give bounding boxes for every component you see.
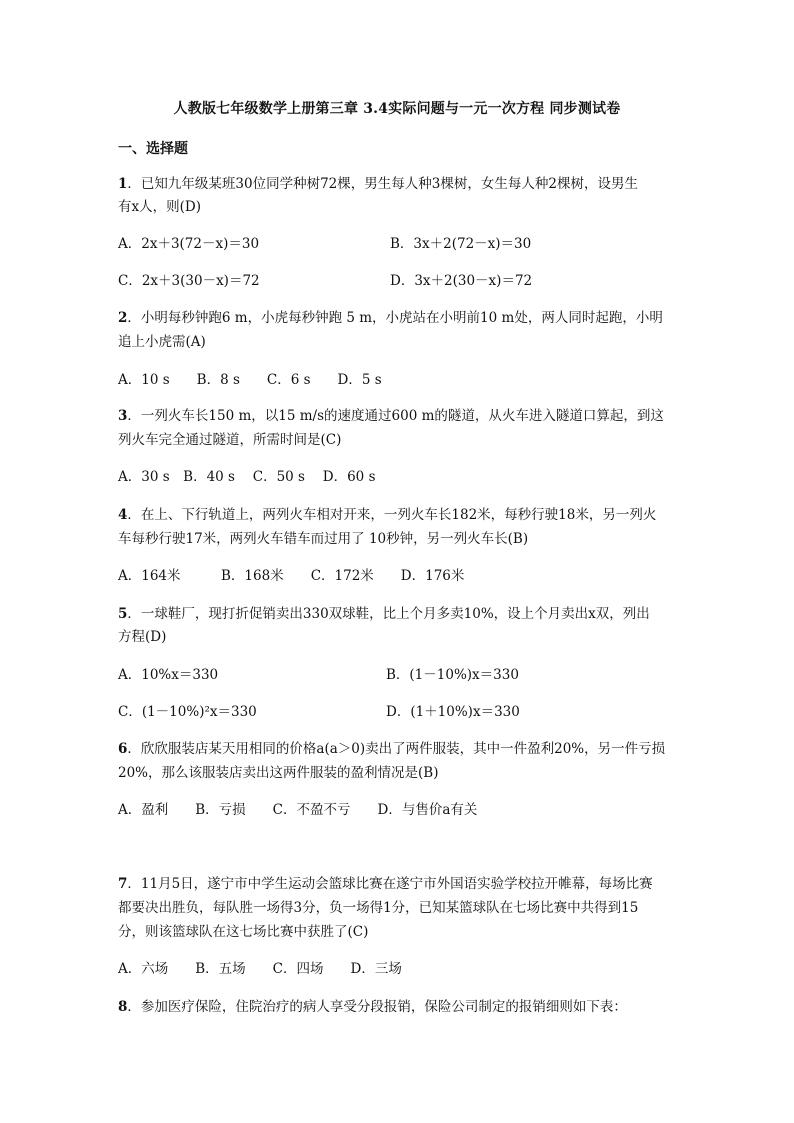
- question-number: 6: [118, 741, 128, 757]
- question-text-continued: 有x人，则(D): [118, 199, 201, 215]
- question-4: [118, 505, 656, 525]
- question-text: ．在上、下行轨道上，两列火车相对开来，一列火车长182米，每秒行驶18米，另一列火: [127, 507, 657, 523]
- option-b: B．3x＋2(72－x)＝30: [390, 236, 532, 252]
- question-number: 8: [118, 999, 128, 1015]
- options-row: A．六场 B．五场 C．四场 D．三场: [118, 961, 402, 977]
- question-text-continued: 列火车完全通过隧道，所需时间是(C): [118, 432, 342, 448]
- question-text-continued: 20%，那么该服装店卖出这两件服装的盈利情况是(B): [118, 765, 439, 781]
- options-row: A．30 s B．40 s C．50 s D．60 s: [118, 469, 376, 485]
- question-text: ．一球鞋厂，现打折促销卖出330双球鞋，比上个月多卖10%，设上个月卖出x双，列出: [127, 606, 650, 622]
- question-number: 2: [118, 310, 128, 326]
- option-a: A．2x＋3(72－x)＝30: [118, 236, 260, 252]
- question-number: 1: [118, 176, 128, 192]
- option-d: D．3x＋2(30－x)＝72: [390, 273, 533, 289]
- question-7: [118, 874, 653, 894]
- question-text: ．参加医疗保险，住院治疗的病人享受分段报销，保险公司制定的报销细则如下表：: [127, 999, 627, 1015]
- question-8: [118, 997, 627, 1017]
- options-row: A．10 s B．8 s C．6 s D．5 s: [118, 372, 382, 388]
- question-text: ．欣欣服装店某天用相同的价格a(a＞0)卖出了两件服装，其中一件盈利20%，另一件亏损: [127, 741, 666, 757]
- options-row: A．盈利 B．亏损 C．不盈不亏 D．与售价a有关: [118, 802, 478, 818]
- question-number: 3: [118, 408, 128, 424]
- question-text-continued: 追上小虎需(A): [118, 334, 206, 350]
- option-a: A．10%x＝330: [118, 667, 219, 683]
- question-5: [118, 604, 650, 624]
- question-text-continued: 都要决出胜负，每队胜一场得3分，负一场得1分，已知某篮球队在七场比赛中共得到15: [118, 900, 639, 916]
- option-d: D．(1＋10%)x＝330: [386, 704, 520, 720]
- question-1: [118, 174, 638, 194]
- question-text: ．11月5日，遂宁市中学生运动会篮球比赛在遂宁市外国语实验学校拉开帷幕，每场比赛: [127, 876, 653, 892]
- options-row: A．164米 B．168米 C．172米 D．176米: [118, 568, 465, 584]
- option-b: B．(1－10%)x＝330: [386, 667, 519, 683]
- question-2: [118, 308, 663, 328]
- question-text-continued: 车每秒行驶17米，两列火车错车而过用了 10秒钟，另一列火车长(B): [118, 531, 529, 547]
- question-text-continued: 方程(D): [118, 629, 167, 645]
- question-text-continued: 分，则该篮球队在这七场比赛中获胜了(C): [118, 924, 369, 940]
- question-6: [118, 739, 665, 759]
- question-number: 4: [118, 507, 128, 523]
- question-3: [118, 406, 664, 426]
- question-text: ．已知九年级某班30位同学种树72棵，男生每人种3棵树，女生每人种2棵树，设男生: [127, 176, 638, 192]
- page-title: 人教版七年级数学上册第三章 3.4实际问题与一元一次方程 同步测试卷: [173, 101, 621, 117]
- question-number: 5: [118, 606, 128, 622]
- question-text: ．小明每秒钟跑6 m，小虎每秒钟跑 5 m，小虎站在小明前10 m处，两人同时起跑，小明: [127, 310, 663, 326]
- option-c: C．2x＋3(30－x)＝72: [118, 273, 260, 289]
- question-text: ．一列火车长150 m，以15 m/s的速度通过600 m的隧道，从火车进入隧道口算起，到这: [127, 408, 664, 424]
- question-number: 7: [118, 876, 128, 892]
- section-heading: 一、选择题: [118, 141, 188, 157]
- option-c: C．(1－10%)²x＝330: [118, 704, 257, 720]
